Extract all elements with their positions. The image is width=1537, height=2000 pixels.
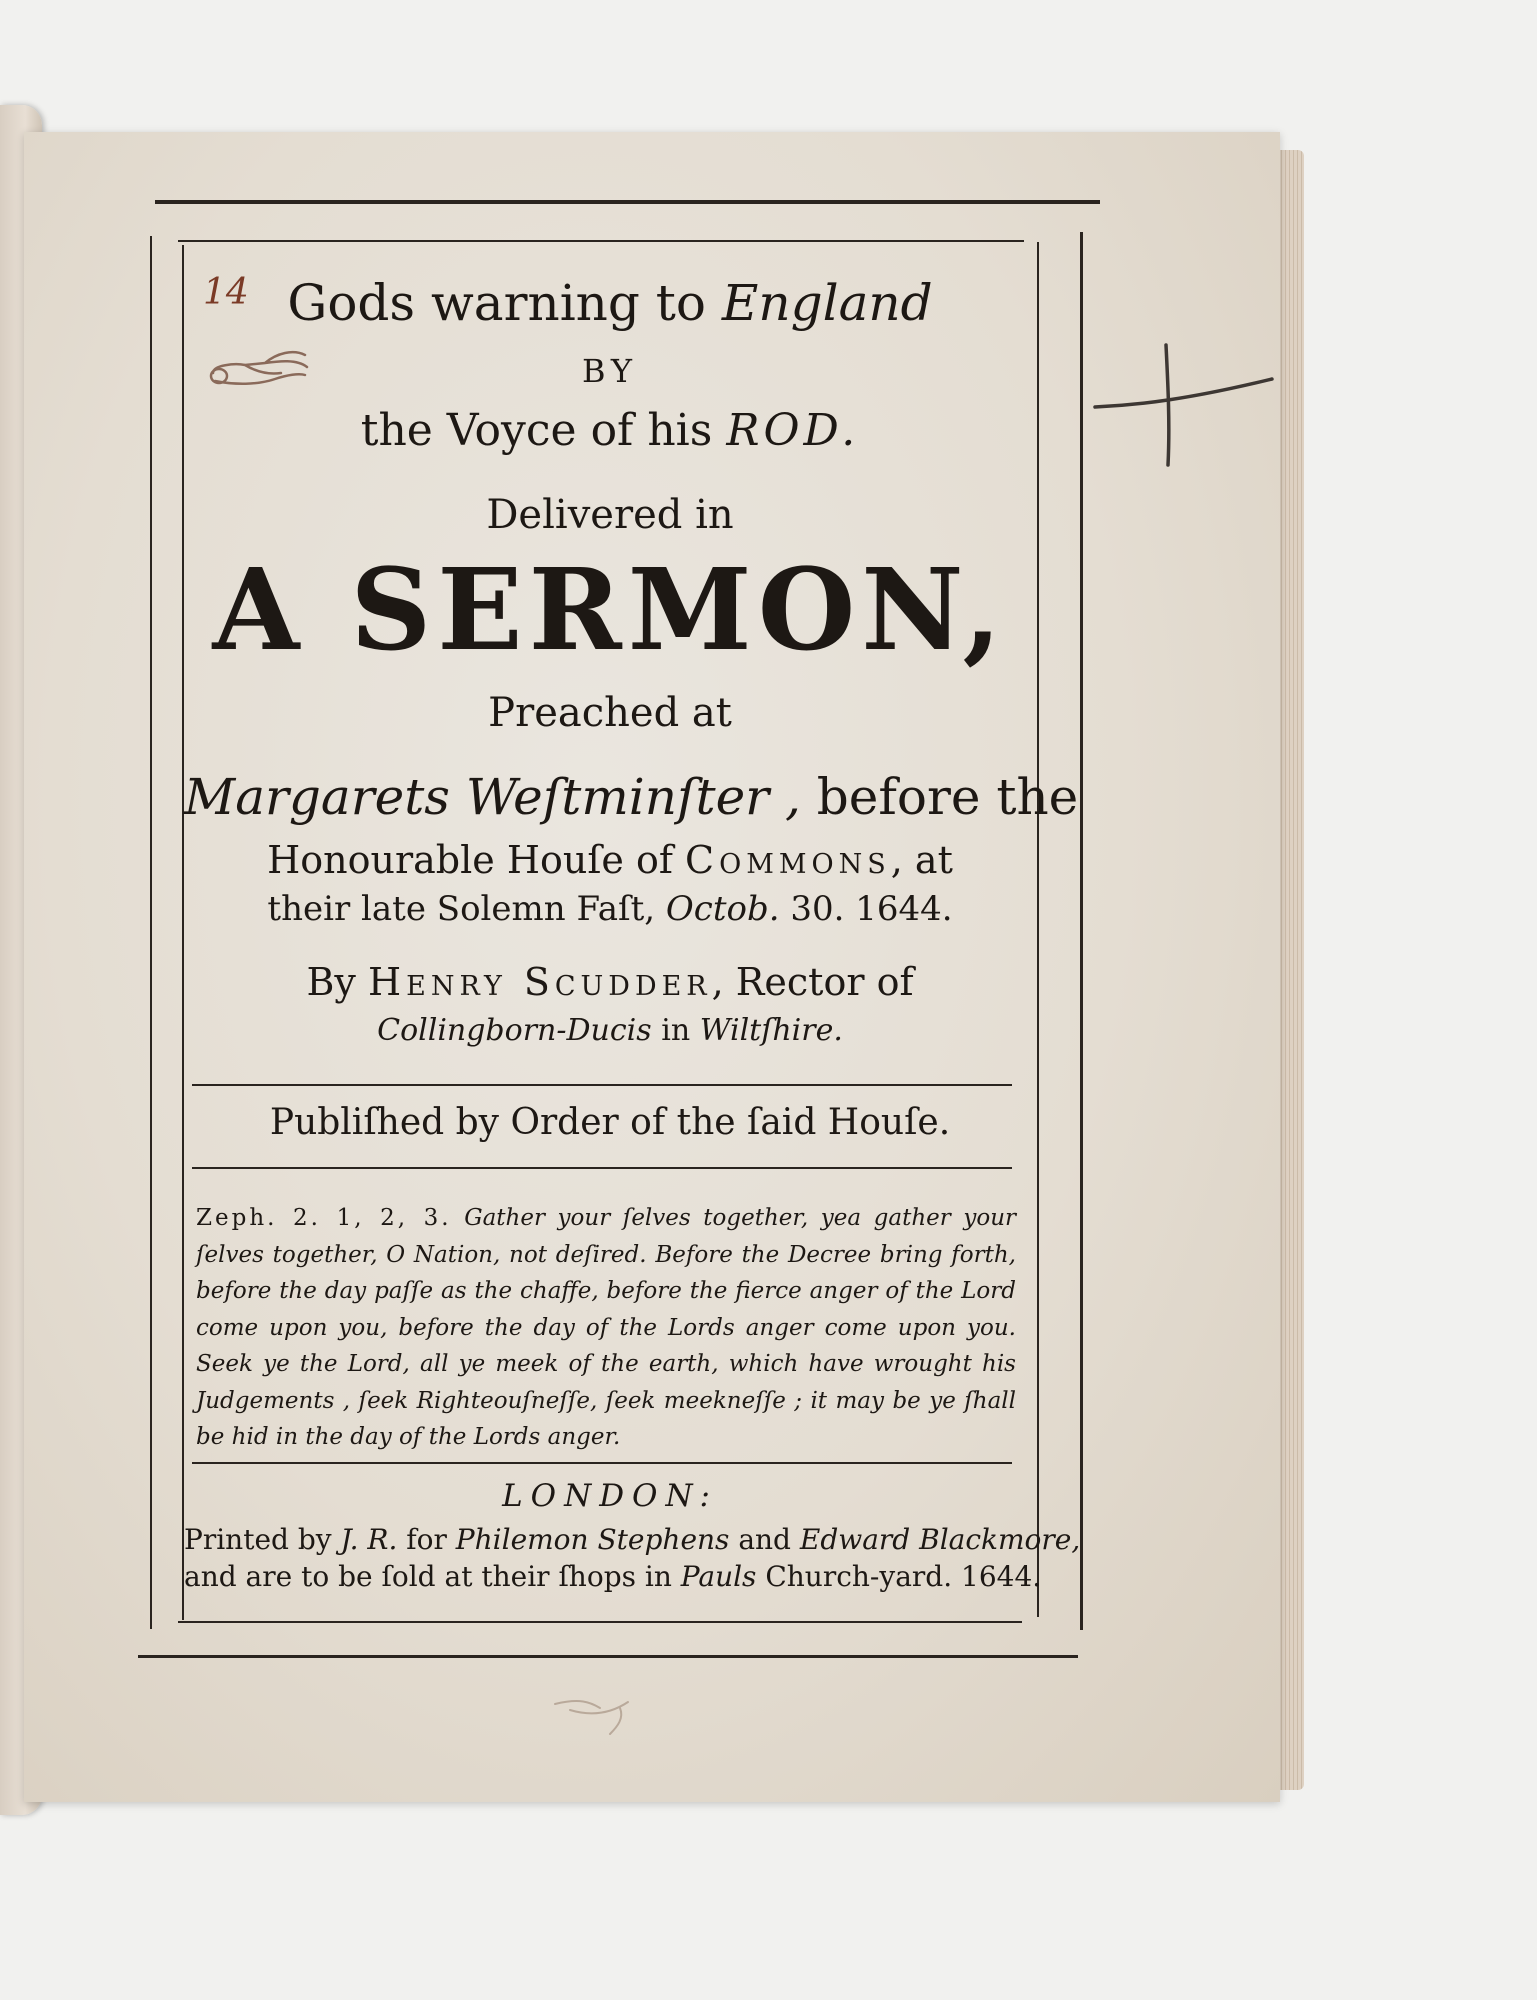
rector-text: , Rector of [711, 960, 914, 1004]
fast-date: 30. 1644. [790, 889, 953, 929]
scripture-verse [196, 1200, 1016, 1456]
by-line: BY [581, 352, 639, 390]
title-text: Gods warning to [287, 274, 706, 332]
author-name: Henry Scudder [367, 960, 712, 1004]
voyce-text: the Voyce of his [360, 405, 713, 456]
pauls-word: Pauls [680, 1560, 757, 1593]
outer-rule-bottom [138, 1655, 1078, 1658]
at-word: , at [890, 838, 953, 882]
delivered-line: Delivered in [486, 492, 734, 538]
inner-rule-top [178, 240, 1024, 242]
bookseller-2: Edward Blackmore, [799, 1523, 1081, 1556]
parish-line [184, 1013, 1036, 1048]
fast-line [184, 889, 1036, 929]
before-the: before the [816, 768, 1079, 826]
sermon-heading: A SERMON, [212, 545, 1008, 676]
handwritten-number: 14 [203, 272, 249, 313]
parish-name: Collingborn-Ducis [377, 1013, 652, 1048]
churchyard-date: Church-yard. 1644. [765, 1560, 1042, 1593]
printer-initials: J. R. [340, 1523, 398, 1556]
pencil-cross-mark [1090, 335, 1280, 485]
preached-line: Preached at [488, 690, 732, 736]
voyce-line [184, 405, 1036, 456]
frame-line-left [150, 236, 152, 1629]
for-word: for [406, 1523, 447, 1556]
verse-reference: Zeph. 2. 1, 2, 3. [196, 1205, 452, 1231]
published-line: Publiſhed by Order of the ſaid Houſe. [269, 1102, 951, 1143]
fast-text: their late Solemn Faſt, [267, 889, 656, 929]
divider-below-published [192, 1167, 1012, 1169]
octob-word: Octob. [665, 889, 780, 929]
and-word: and [738, 1523, 791, 1556]
pencil-mark [550, 1690, 660, 1740]
commons-line [184, 838, 1036, 882]
title-line [184, 274, 1036, 332]
westminster-line [184, 768, 1079, 826]
imprint-line-2 [184, 1560, 1042, 1593]
inner-rule-bottom [178, 1621, 1022, 1623]
honourable-text: Honourable Houſe of [267, 838, 673, 882]
author-line [184, 960, 1036, 1004]
title-england: England [721, 274, 933, 332]
verse-text: Gather your ſelves together, yea gather your ſelves together, O Nation, not deſired. Before the Decree bring forth, before the day paſſe as the chaffe, before the fierce anger of the Lord come upon you, before the day of the Lords anger come upon you. Seek ye the Lord, all ye meek of the earth, which have wrought his Judgements , ſeek Righteouſneſſe, ſeek meekneſſe ; it may be ye ſhall be hid in the day of the Lords anger. [196, 1205, 1017, 1450]
rod-word: ROD. [726, 405, 860, 456]
sold-at-text: and are to be ſold at their ſhops in [184, 1560, 672, 1593]
inner-line-right [1037, 242, 1039, 1617]
in-word: in [661, 1013, 691, 1048]
commons-word: Commons [685, 838, 891, 882]
divider-above-published [192, 1084, 1012, 1086]
imprint-line-1 [184, 1523, 1081, 1556]
printed-by: Printed by [184, 1523, 332, 1556]
county-name: Wiltſhire. [699, 1013, 843, 1048]
frame-line-right [1080, 232, 1083, 1630]
westminster-text: Margarets Weſtminſter , [184, 768, 801, 826]
imprint-city: LONDON: [502, 1478, 718, 1514]
outer-rule-top [155, 200, 1100, 204]
bookseller-1: Philemon Stephens [455, 1523, 730, 1556]
by-word: By [306, 960, 356, 1004]
divider-above-imprint [192, 1462, 1012, 1464]
